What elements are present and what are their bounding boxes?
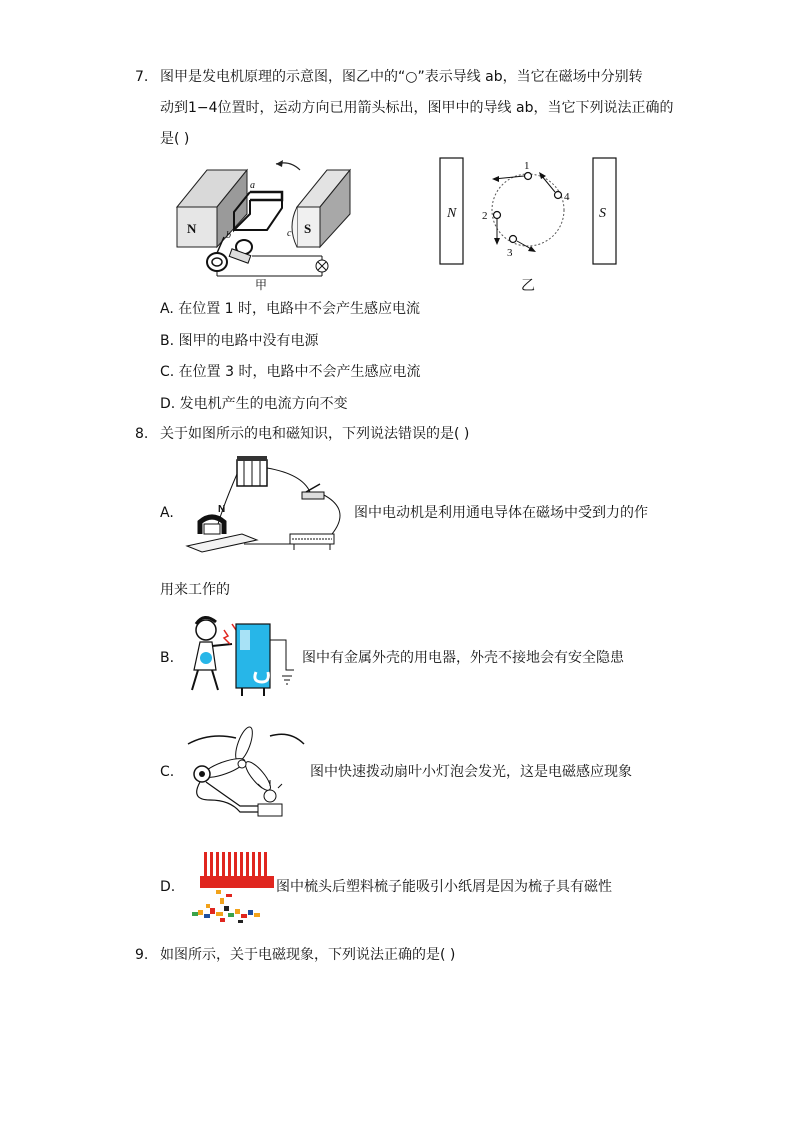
position-3-label: 3 bbox=[507, 247, 513, 259]
question-8-option-a-continuation: 用来工作的 bbox=[160, 582, 230, 598]
fan-generator-figure bbox=[180, 716, 306, 828]
position-2-label: 2 bbox=[482, 210, 488, 222]
question-8-option-d-text[interactable]: 图中梳头后塑料梳子能吸引小纸屑是因为梳子具有磁性 bbox=[276, 879, 612, 895]
magnet-s-label: S bbox=[304, 221, 312, 236]
question-7-stem-line-1: 图甲是发电机原理的示意图，图乙中的“○”表示导线 ab，当它在磁场中分别转 bbox=[160, 69, 643, 85]
wire-a-label: a bbox=[250, 180, 255, 191]
appliance-shock-figure bbox=[182, 610, 300, 702]
question-8-option-c-letter[interactable]: C. bbox=[160, 764, 175, 780]
question-7-option-a[interactable]: A. 在位置 1 时，电路中不会产生感应电流 bbox=[160, 301, 421, 317]
question-8-number: 8. bbox=[135, 426, 149, 442]
magnet-s-label-yi: S bbox=[599, 206, 606, 221]
magnet-n-label-yi: N bbox=[447, 206, 457, 221]
question-9-stem: 如图所示，关于电磁现象，下列说法正确的是( ) bbox=[160, 947, 456, 963]
generator-diagram-jia bbox=[172, 152, 352, 292]
question-8-stem: 关于如图所示的电和磁知识，下列说法错误的是( ) bbox=[160, 426, 470, 442]
question-7-stem-line-3: 是( ) bbox=[160, 131, 190, 147]
question-7-option-d[interactable]: D. 发电机产生的电流方向不变 bbox=[160, 396, 348, 412]
motor-circuit-figure bbox=[182, 454, 352, 558]
wire-b-label: b bbox=[226, 230, 231, 241]
wire-c-label: c bbox=[287, 228, 292, 239]
question-8-option-b-text[interactable]: 图中有金属外壳的用电器，外壳不接地会有安全隐患 bbox=[302, 650, 624, 666]
question-8-option-c-text[interactable]: 图中快速拨动扇叶小灯泡会发光，这是电磁感应现象 bbox=[310, 764, 632, 780]
magnet-n-label: N bbox=[187, 221, 197, 236]
position-4-label: 4 bbox=[564, 191, 570, 203]
figure-jia-caption: 甲 bbox=[255, 278, 268, 292]
question-8-option-d-letter[interactable]: D. bbox=[160, 879, 176, 895]
figure-yi-caption: 乙 bbox=[521, 278, 535, 294]
wire-positions-diagram-yi bbox=[438, 155, 618, 270]
question-8-option-a-letter[interactable]: A. bbox=[160, 505, 174, 521]
question-9-number: 9. bbox=[135, 947, 149, 963]
motor-magnet-n-label: N bbox=[218, 504, 226, 515]
question-8-option-b-letter[interactable]: B. bbox=[160, 650, 175, 666]
question-7-number: 7. bbox=[135, 69, 149, 85]
question-7-option-c[interactable]: C. 在位置 3 时，电路中不会产生感应电流 bbox=[160, 364, 421, 380]
comb-paper-figure bbox=[186, 846, 276, 926]
question-7-stem-line-2: 动到1−4位置时，运动方向已用箭头标出，图甲中的导线 ab，当它下列说法正确的 bbox=[160, 100, 674, 116]
question-7-option-b[interactable]: B. 图甲的电路中没有电源 bbox=[160, 333, 319, 349]
position-1-label: 1 bbox=[524, 160, 530, 172]
question-8-option-a-text[interactable]: 图中电动机是利用通电导体在磁场中受到力的作 bbox=[354, 505, 648, 521]
